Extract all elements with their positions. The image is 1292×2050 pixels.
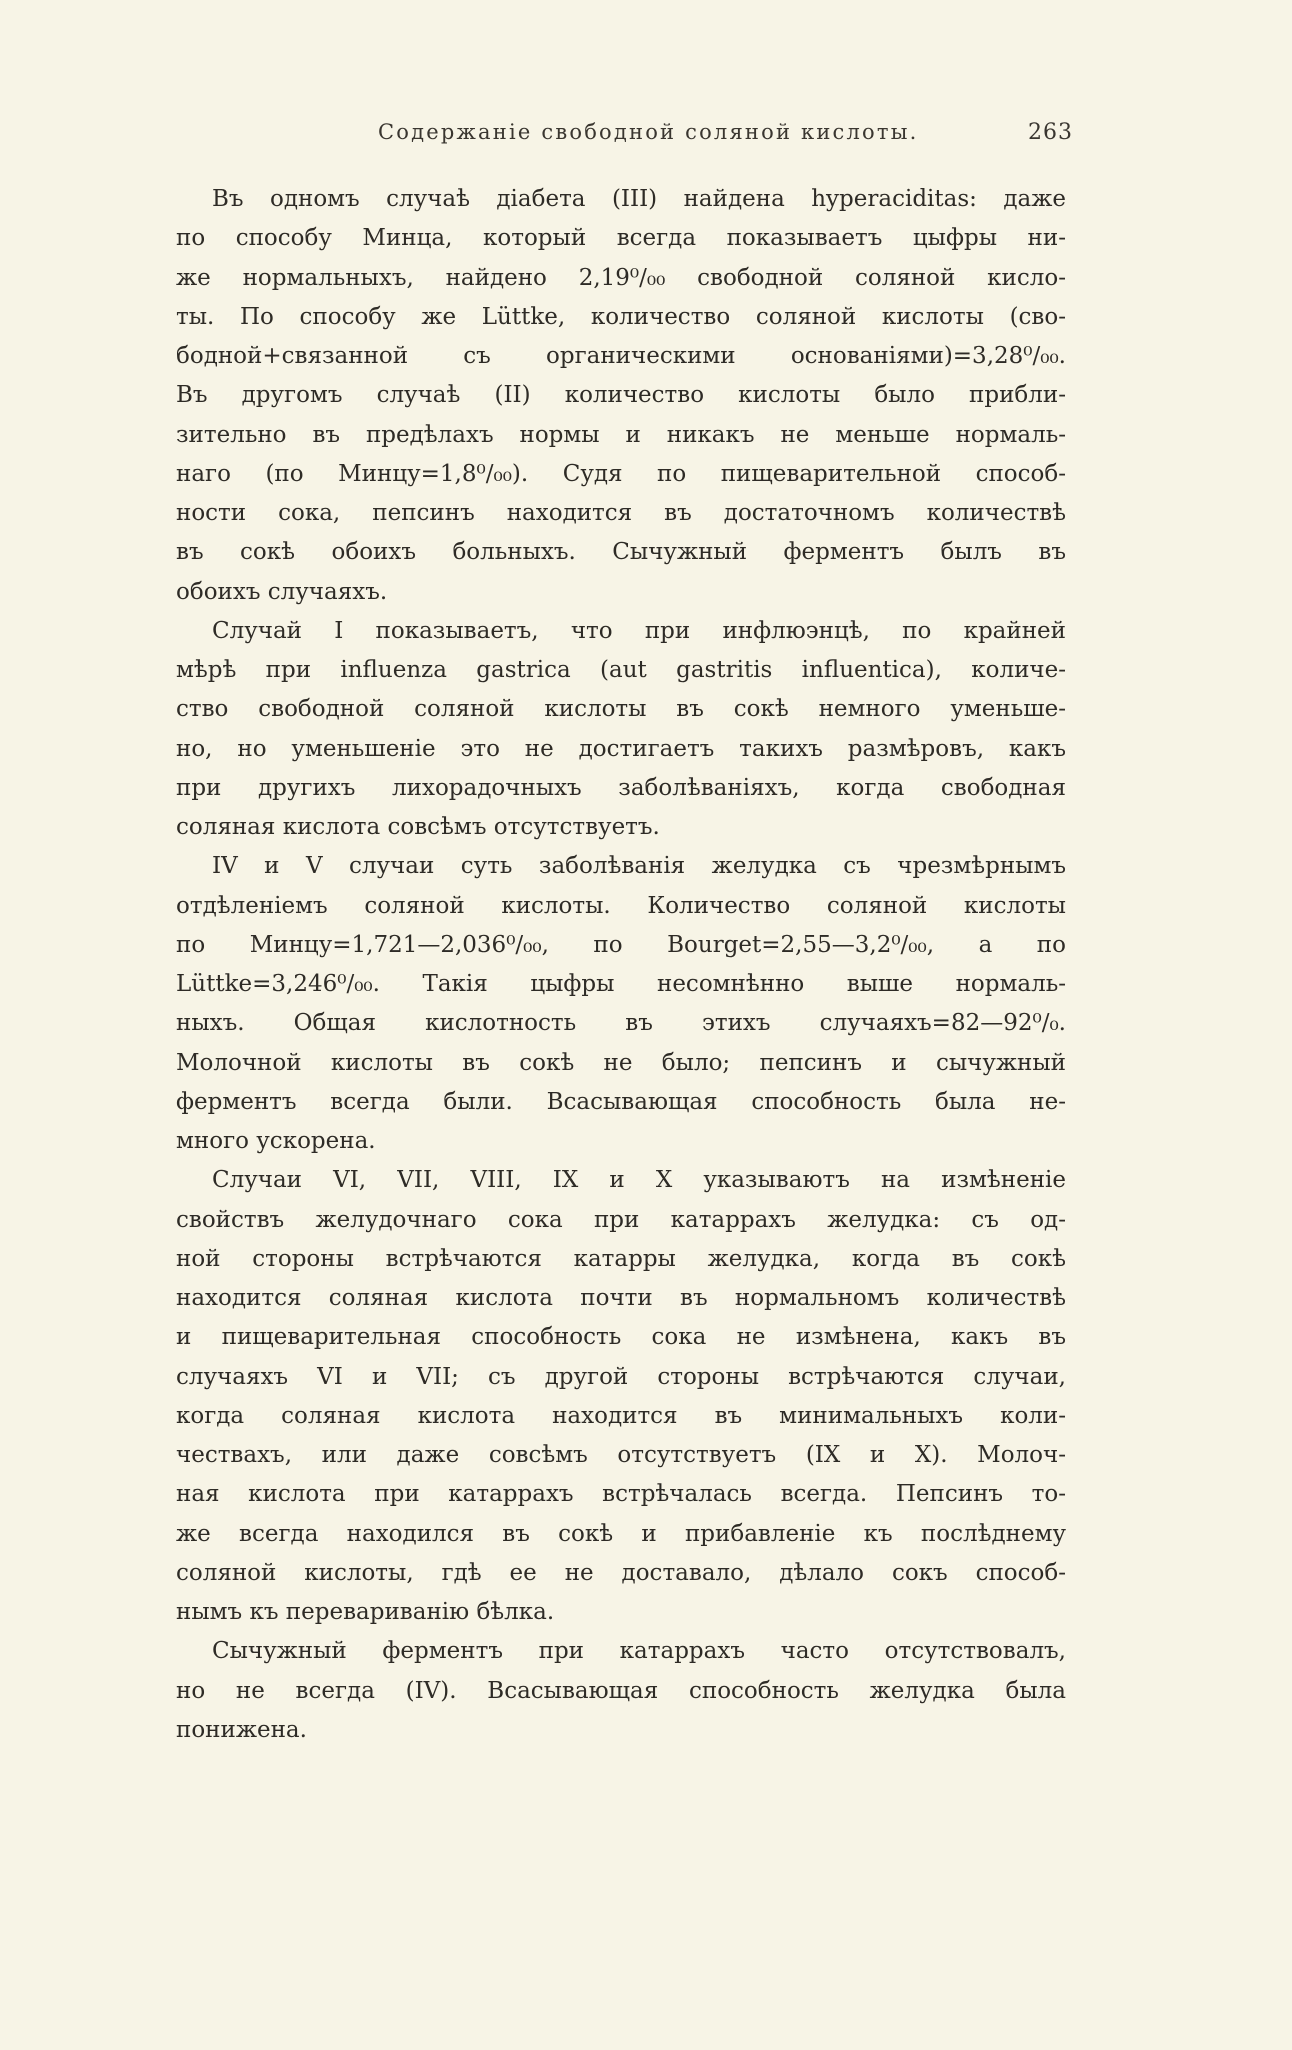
text-line: случаяхъ VI и VII; съ другой стороны встрѣчаются случаи, [176,1363,1066,1390]
text-line: ферментъ всегда были. Всасывающая способность была не- [176,1088,1066,1115]
text-line: въ сокѣ обоихъ больныхъ. Сычужный ферментъ былъ въ [176,539,1066,566]
text-line: Lüttke=3,246⁰/₀₀. Такія цыфры несомнѣнно выше нормаль- [176,971,1066,997]
text-line: же всегда находился въ сокѣ и прибавленіе къ послѣднему [176,1520,1066,1547]
text-line: Случаи VI, VII, VIII, IX и X указываютъ на измѣненіе [212,1167,1066,1194]
text-line: ная кислота при катаррахъ встрѣчалась всегда. Пепсинъ то- [176,1481,1066,1508]
text-line: много ускорена. [176,1128,376,1154]
text-line: когда соляная кислота находится въ минимальныхъ коли- [176,1402,1066,1429]
text-line: и пищеварительная способность сока не измѣнена, какъ въ [176,1324,1066,1351]
text-line: находится соляная кислота почти въ нормальномъ количествѣ [176,1285,1066,1311]
text-line: ной стороны встрѣчаются катарры желудка, когда въ сокѣ [176,1245,1066,1272]
text-line: Молочной кислоты въ сокѣ не было; пепсинъ и сычужный [176,1049,1066,1076]
text-line: по способу Минца, который всегда показываетъ цыфры ни- [176,225,1066,252]
paragraph [176,1632,1066,1750]
text-line: понижена. [176,1716,307,1743]
text-line: обоихъ случаяхъ. [176,578,388,605]
text-line: но не всегда (IV). Всасывающая способность желудка была [176,1677,1066,1704]
text-line: мѣрѣ при influenza gastrica (aut gastritis influentica), количе- [176,657,1066,683]
text-line: Случай I показываетъ, что при инфлюэнцѣ, по крайней [212,617,1066,644]
text-line: Въ одномъ случаѣ діабета (III) найдена hyperaciditas: даже [212,186,1066,212]
text-line: ныхъ. Общая кислотность въ этихъ случаяхъ=82—92⁰/₀. [176,1010,1066,1037]
text-line: соляная кислота совсѣмъ отсутствуетъ. [176,814,660,840]
text-line: ство свободной соляной кислоты въ сокѣ немного уменьше- [176,696,1066,723]
paragraph [176,612,1066,848]
text-line: ности сока, пепсинъ находится въ достаточномъ количествѣ [176,500,1066,526]
text-line: при другихъ лихорадочныхъ заболѣваніяхъ, когда свободная [176,774,1066,801]
paragraph [176,180,1066,612]
text-line: но, но уменьшеніе это не достигаетъ такихъ размѣровъ, какъ [176,735,1066,762]
paragraph [176,1161,1066,1632]
text-line: наго (по Минцу=1,8⁰/₀₀). Судя по пищеварительной способ- [176,460,1066,487]
text-line: бодной+связанной съ органическими основаніями)=3,28⁰/₀₀. [176,343,1066,369]
text-line: свойствъ желудочнаго сока при катаррахъ желудка: съ од- [176,1206,1066,1233]
text-line: IV и V случаи суть заболѣванія желудка съ чрезмѣрнымъ [212,853,1066,880]
text-line: чествахъ, или даже совсѣмъ отсутствуетъ (IX и X). Молоч- [176,1442,1066,1468]
text-line: Сычужный ферментъ при катаррахъ часто отсутствовалъ, [212,1638,1066,1665]
text-line: нымъ къ перевариванію бѣлка. [176,1599,555,1625]
text-line: соляной кислоты, гдѣ ее не доставало, дѣлало сокъ способ- [176,1559,1066,1586]
paragraph [176,847,1066,1161]
page-number: 263 [1028,120,1073,145]
text-line: ты. По способу же Lüttke, количество соляной кислоты (сво- [176,303,1066,330]
text-line: зительно въ предѣлахъ нормы и никакъ не меньше нормаль- [176,421,1066,448]
text-line: отдѣленіемъ соляной кислоты. Количество соляной кислоты [176,892,1066,919]
text-line: Въ другомъ случаѣ (II) количество кислоты было прибли- [176,382,1066,409]
running-title: Содержаніе свободной соляной кислоты. [378,120,919,144]
body-text [176,180,1066,1750]
text-line: по Минцу=1,721—2,036⁰/₀₀, по Bourget=2,55—3,2⁰/₀₀, а по [176,931,1066,958]
text-line: же нормальныхъ, найдено 2,19⁰/₀₀ свободной соляной кисло- [176,264,1066,291]
